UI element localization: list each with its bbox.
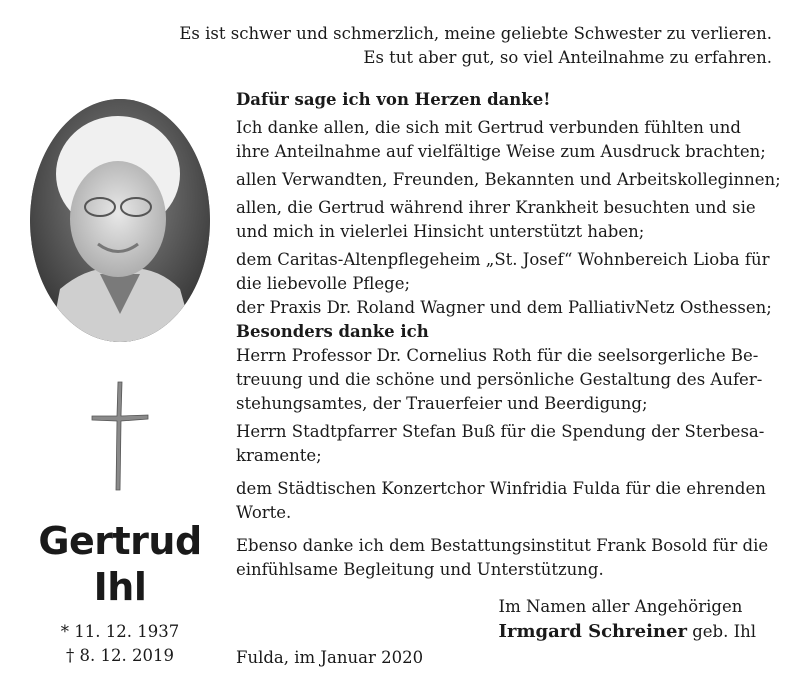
maiden-name: geb. Ihl	[692, 622, 756, 641]
portrait-illustration	[30, 99, 210, 342]
paragraph-8	[236, 477, 772, 525]
text-line: ihre Anteilnahme auf vielfältige Weise zum Ausdruck brachten;	[236, 142, 766, 161]
paragraph-7	[236, 420, 772, 468]
paragraph-3	[236, 196, 772, 244]
heading: Dafür sage ich von Herzen danke!	[236, 90, 551, 109]
text-line: Herrn Stadtpfarrer Stefan Buß für die Spendung der Sterbesa-	[236, 422, 765, 441]
text-line: Worte.	[236, 503, 292, 522]
intro-line-2: Es tut aber gut, so viel Anteilnahme zu erfahren.	[363, 48, 772, 67]
text-line: einfühlsame Begleitung und Unterstützung.	[236, 560, 604, 579]
text-line: Herrn Professor Dr. Cornelius Roth für die seelsorgerliche Be-	[236, 346, 759, 365]
paragraph-6	[236, 344, 772, 416]
deceased-name	[22, 518, 218, 610]
text-line: die liebevolle Pflege;	[236, 274, 411, 293]
paragraph-1	[236, 116, 772, 164]
signature-name-line	[499, 619, 756, 644]
death-date: † 8. 12. 2019	[66, 646, 174, 665]
signature-block	[499, 594, 756, 644]
thank-you-text	[236, 88, 781, 586]
last-name: Ihl	[93, 565, 147, 609]
paragraph-4	[236, 248, 772, 296]
paragraph-5	[236, 296, 772, 320]
text-line: Ebenso danke ich dem Bestattungsinstitut Frank Bosold für die	[236, 536, 769, 555]
cross-icon	[90, 380, 150, 492]
birth-date: * 11. 12. 1937	[60, 622, 180, 641]
text-line: allen Verwandten, Freunden, Bekannten und Arbeitskolleginnen;	[236, 170, 781, 189]
signature-name: Irmgard Schreiner	[498, 621, 687, 642]
text-line: und mich in vielerlei Hinsicht unterstützt haben;	[236, 222, 645, 241]
first-name: Gertrud	[38, 519, 202, 563]
paragraph-9	[236, 534, 772, 582]
text-line: allen, die Gertrud während ihrer Krankheit besuchten und sie	[236, 198, 756, 217]
text-line: stehungsamtes, der Trauerfeier und Beerdigung;	[236, 394, 648, 413]
paragraph-2	[236, 168, 781, 192]
heading-2: Besonders danke ich	[236, 322, 429, 341]
text-line: dem Städtischen Konzertchor Winfridia Fulda für die ehrenden	[236, 479, 766, 498]
text-line: dem Caritas-Altenpflegeheim „St. Josef“ Wohnbereich Lioba für	[236, 250, 770, 269]
portrait-photo	[30, 99, 210, 342]
intro-text	[132, 22, 772, 70]
life-dates	[22, 620, 218, 668]
text-line: Ich danke allen, die sich mit Gertrud verbunden fühlten und	[236, 118, 741, 137]
place-date: Fulda, im Januar 2020	[236, 648, 424, 667]
intro-line-1: Es ist schwer und schmerzlich, meine geliebte Schwester zu verlieren.	[179, 24, 772, 43]
signature-intro: Im Namen aller Angehörigen	[498, 597, 743, 616]
text-line: kramente;	[236, 446, 322, 465]
text-line: der Praxis Dr. Roland Wagner und dem PalliativNetz Osthessen;	[236, 298, 772, 317]
text-line: treuung und die schöne und persönliche Gestaltung des Aufer-	[236, 370, 763, 389]
